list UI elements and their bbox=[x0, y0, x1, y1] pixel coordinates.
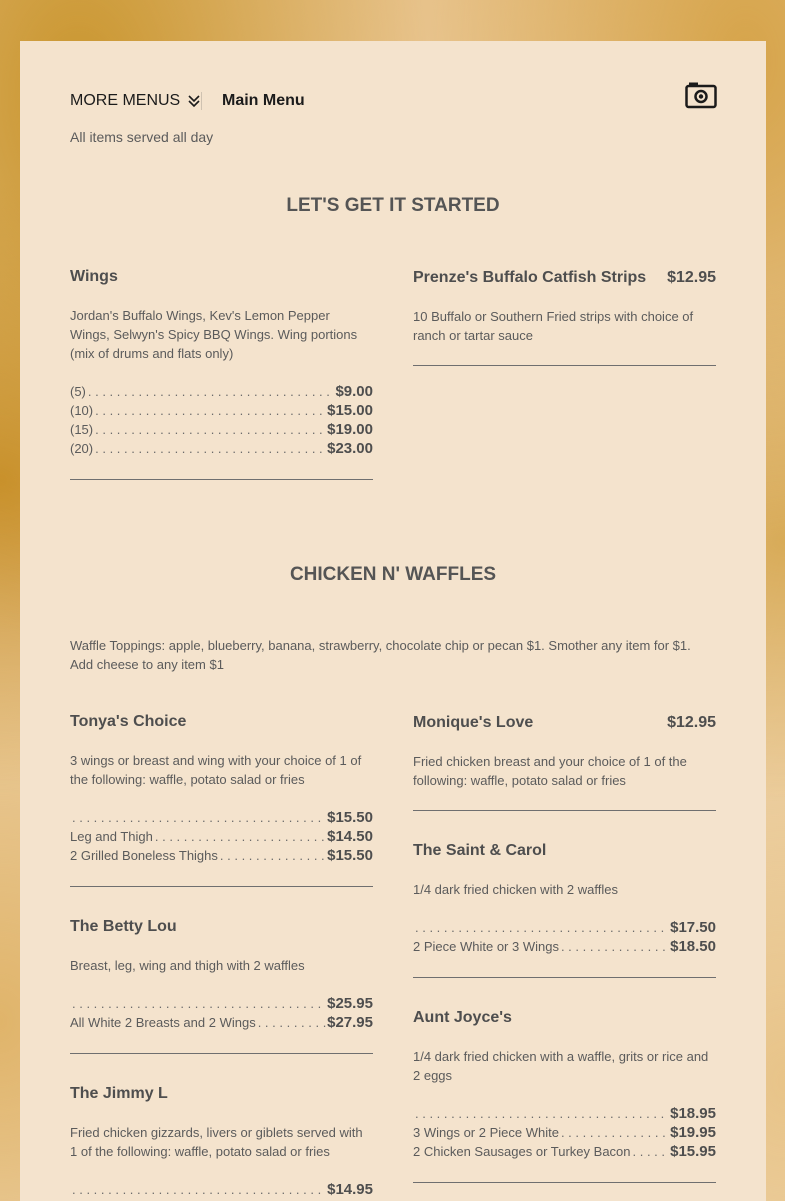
price-list bbox=[70, 995, 373, 1033]
menu-item-tonyas-choice bbox=[70, 713, 373, 887]
price-list bbox=[70, 1181, 373, 1200]
item-name: Prenze's Buffalo Catfish Strips $12.95 bbox=[413, 269, 716, 286]
item-description: 1/4 dark fried chicken with a waffle, grits or rice and 2 eggs bbox=[413, 1049, 709, 1083]
served-all-day-note: All items served all day bbox=[70, 129, 214, 145]
leader-dots bbox=[633, 1144, 670, 1159]
price-label: 3 Wings or 2 Piece White bbox=[413, 1125, 559, 1140]
menu-item-saint-and-carol bbox=[413, 842, 716, 978]
price-label: (15) bbox=[70, 422, 94, 437]
price-row bbox=[70, 847, 373, 866]
price-label: (10) bbox=[70, 403, 94, 418]
price-value: $23.00 bbox=[327, 440, 373, 457]
waffle-toppings-note: Waffle Toppings: apple, blueberry, banana, strawberry, chocolate chip or pecan $1. Smother any item for $1. Add cheese to any item $1 bbox=[70, 638, 691, 672]
menu-item-wings bbox=[70, 268, 373, 480]
item-description: Fried chicken gizzards, livers or giblets served with 1 of the following: waffle, potato salad or fries bbox=[70, 1125, 363, 1159]
more-menus-label: MORE MENUS bbox=[70, 92, 181, 109]
price-row bbox=[70, 440, 373, 459]
price-value: $18.50 bbox=[670, 938, 716, 955]
price-list bbox=[413, 919, 716, 957]
price-value: $17.50 bbox=[670, 919, 716, 936]
item-divider bbox=[70, 886, 373, 887]
leader-dots bbox=[258, 1015, 326, 1030]
price-label: Leg and Thigh bbox=[70, 829, 153, 844]
price-label: 2 Chicken Sausages or Turkey Bacon bbox=[413, 1144, 631, 1159]
leader-dots bbox=[415, 1106, 669, 1121]
double-chevron-down-icon bbox=[188, 94, 200, 108]
leader-dots bbox=[72, 996, 326, 1011]
price-row bbox=[70, 995, 373, 1014]
leader-dots bbox=[220, 848, 326, 863]
leader-dots bbox=[561, 1125, 669, 1140]
price-value: $9.00 bbox=[335, 383, 373, 400]
price-list bbox=[70, 383, 373, 459]
item-divider bbox=[70, 479, 373, 480]
price-value: $18.95 bbox=[670, 1105, 716, 1122]
item-name: The Betty Lou bbox=[70, 918, 177, 935]
price-row bbox=[70, 828, 373, 847]
item-name: The Jimmy L bbox=[70, 1085, 168, 1102]
menu-item-aunt-joyces bbox=[413, 1009, 716, 1183]
more-menus-dropdown[interactable] bbox=[70, 92, 200, 110]
price-row bbox=[413, 1124, 716, 1143]
section-title-started: LET'S GET IT STARTED bbox=[286, 195, 500, 216]
price-value: $15.50 bbox=[327, 809, 373, 826]
menu-item-betty-lou bbox=[70, 918, 373, 1054]
item-divider bbox=[413, 977, 716, 978]
item-name: Wings bbox=[70, 268, 118, 285]
leader-dots bbox=[72, 810, 326, 825]
item-name: Tonya's Choice bbox=[70, 713, 187, 730]
price-value: $19.95 bbox=[670, 1124, 716, 1141]
menu-panel bbox=[20, 41, 766, 1201]
nav-divider bbox=[201, 92, 202, 110]
price-value: $15.00 bbox=[327, 402, 373, 419]
price-list bbox=[70, 809, 373, 866]
price-row bbox=[70, 402, 373, 421]
price-row bbox=[70, 1181, 373, 1200]
leader-dots bbox=[155, 829, 326, 844]
price-value: $14.50 bbox=[327, 828, 373, 845]
price-value: $15.95 bbox=[670, 1143, 716, 1160]
price-value: $14.95 bbox=[327, 1181, 373, 1198]
price-label: 2 Piece White or 3 Wings bbox=[413, 939, 559, 954]
item-divider bbox=[413, 365, 716, 366]
leader-dots bbox=[95, 403, 326, 418]
price-value: $25.95 bbox=[327, 995, 373, 1012]
price-row bbox=[413, 1105, 716, 1124]
item-description: 1/4 dark fried chicken with 2 waffles bbox=[413, 882, 618, 897]
item-name: The Saint & Carol bbox=[413, 842, 547, 859]
item-price: $12.95 bbox=[667, 269, 716, 286]
price-row bbox=[413, 919, 716, 938]
item-price: $12.95 bbox=[667, 714, 716, 731]
price-row bbox=[70, 421, 373, 440]
item-divider bbox=[413, 1182, 716, 1183]
price-list bbox=[413, 1105, 716, 1162]
menu-nav bbox=[70, 92, 716, 112]
item-name: Aunt Joyce's bbox=[413, 1009, 512, 1026]
price-label: (20) bbox=[70, 441, 94, 456]
price-label: All White 2 Breasts and 2 Wings bbox=[70, 1015, 256, 1030]
leader-dots bbox=[561, 939, 669, 954]
camera-icon[interactable] bbox=[685, 81, 717, 109]
price-row bbox=[70, 1014, 373, 1033]
price-value: $19.00 bbox=[327, 421, 373, 438]
item-description: Jordan's Buffalo Wings, Kev's Lemon Pepper Wings, Selwyn's Spicy BBQ Wings. Wing portions (mix of drums and flats only) bbox=[70, 308, 358, 361]
section-title-waffles: CHICKEN N' WAFFLES bbox=[289, 564, 497, 585]
item-description: 3 wings or breast and wing with your choice of 1 of the following: waffle, potato salad or fries bbox=[70, 753, 362, 787]
item-name: Monique's Love $12.95 bbox=[413, 714, 716, 731]
price-row bbox=[70, 383, 373, 402]
price-row bbox=[413, 1143, 716, 1162]
leader-dots bbox=[88, 384, 335, 399]
item-divider bbox=[413, 810, 716, 811]
price-row bbox=[70, 809, 373, 828]
leader-dots bbox=[415, 920, 669, 935]
item-description: Breast, leg, wing and thigh with 2 waffles bbox=[70, 958, 305, 973]
menu-item-jimmy-l bbox=[70, 1085, 373, 1200]
price-row bbox=[413, 938, 716, 957]
price-value: $27.95 bbox=[327, 1014, 373, 1031]
menu-item-catfish-strips bbox=[413, 269, 716, 366]
leader-dots bbox=[95, 441, 326, 456]
item-description: 10 Buffalo or Southern Fried strips with choice of ranch or tartar sauce bbox=[413, 309, 694, 343]
leader-dots bbox=[95, 422, 326, 437]
leader-dots bbox=[72, 1182, 326, 1197]
menu-item-moniques-love bbox=[413, 714, 716, 811]
item-divider bbox=[70, 1053, 373, 1054]
price-value: $15.50 bbox=[327, 847, 373, 864]
price-label: (5) bbox=[70, 384, 86, 399]
current-menu-title: Main Menu bbox=[222, 92, 305, 109]
item-description: Fried chicken breast and your choice of 1 of the following: waffle, potato salad or fries bbox=[413, 754, 687, 788]
price-label: 2 Grilled Boneless Thighs bbox=[70, 848, 218, 863]
